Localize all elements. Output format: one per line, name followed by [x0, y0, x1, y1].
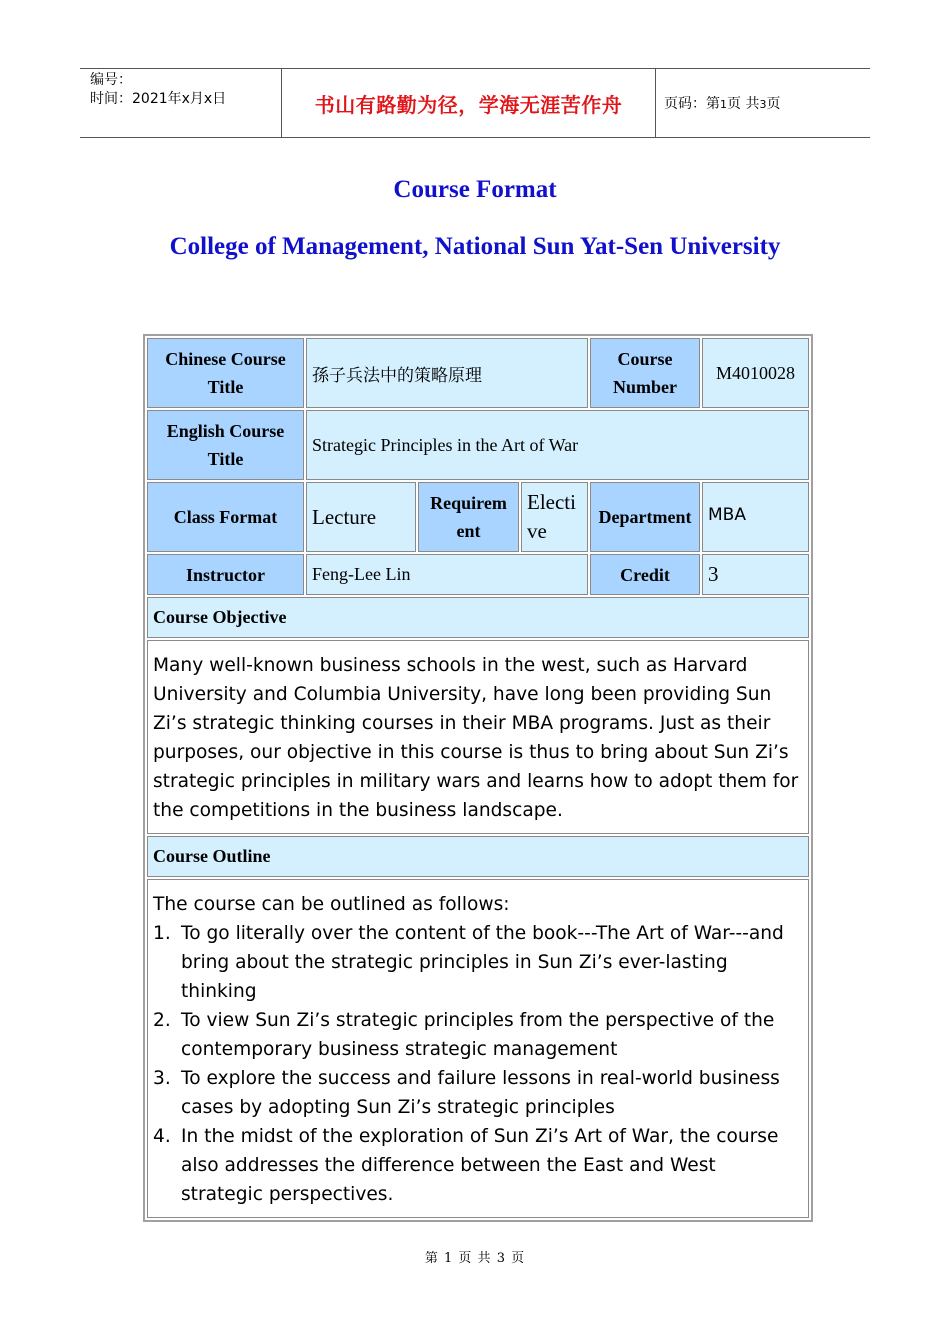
requirement-value: Electi ve: [521, 482, 588, 552]
page-subtitle: College of Management, National Sun Yat-Sen University: [169, 233, 781, 260]
list-item-number: 2.: [153, 1010, 171, 1031]
list-item: [153, 1122, 803, 1209]
header-meta: [90, 71, 280, 109]
class-format-value: Lecture: [306, 482, 416, 552]
list-item-number: 1.: [153, 923, 171, 944]
table-row: [147, 554, 809, 595]
page-title: Course Format: [393, 176, 557, 203]
page-suffix: 页: [766, 96, 781, 112]
outline-list: [153, 919, 803, 1209]
course-info-table: [143, 334, 813, 1222]
page-total: 3: [759, 98, 767, 111]
page-footer: 第 1 页 共 3 页: [424, 1251, 526, 1266]
outline-body: [147, 879, 809, 1218]
table-row: [147, 410, 809, 480]
table-row: [147, 482, 809, 552]
outline-heading: Course Outline: [147, 836, 809, 877]
chinese-title-label: Chinese Course Title: [147, 338, 304, 408]
instructor-label: Instructor: [147, 554, 304, 595]
page-prefix: 页码：第: [664, 96, 720, 112]
header-motto: 书山有路勤为径，学海无涯苦作舟: [314, 92, 623, 117]
list-item-text: To view Sun Zi’s strategic principles from the perspective of the contemporary business strategic management: [181, 1010, 775, 1060]
objective-heading: Course Objective: [147, 597, 809, 638]
page-mid: 页 共: [727, 96, 760, 112]
table-row: [147, 597, 809, 638]
requirement-label: Requirem ent: [418, 482, 519, 552]
department-label: Department: [590, 482, 700, 552]
header-page-indicator: [664, 93, 780, 113]
list-item-number: 4.: [153, 1126, 171, 1147]
instructor-value: Feng-Lee Lin: [306, 554, 588, 595]
list-item-number: 3.: [153, 1068, 171, 1089]
table-row: [147, 640, 809, 834]
header-number-label: 编号：: [90, 72, 132, 88]
credit-label: Credit: [590, 554, 700, 595]
english-title-label: English Course Title: [147, 410, 304, 480]
english-title-value: Strategic Principles in the Art of War: [306, 410, 809, 480]
list-item: [153, 1006, 803, 1064]
outline-intro: The course can be outlined as follows:: [153, 894, 510, 915]
course-number-label: Course Number: [590, 338, 700, 408]
table-row: [147, 338, 809, 408]
header-time-label: 时间：2021年x月x日: [90, 91, 227, 107]
list-item: [153, 919, 803, 1006]
objective-text: Many well-known business schools in the west, such as Harvard University and Columbia University, have long been providing Sun Zi’s strategic thinking courses in their MBA programs. Just as their purposes, our objective in this course is thus to bring about Sun Zi’s strategic principles in military wars and learns how to adopt them for the competitions in the business landscape.: [147, 640, 809, 834]
list-item-text: To go literally over the content of the book---The Art of War---and bring about the strategic principles in Sun Zi’s ever-lasting thinking: [181, 923, 784, 1002]
list-item-text: To explore the success and failure lessons in real-world business cases by adopting Sun Zi’s strategic principles: [181, 1068, 780, 1118]
table-row: [147, 836, 809, 877]
list-item: [153, 1064, 803, 1122]
list-item-text: In the midst of the exploration of Sun Zi’s Art of War, the course also addresses the difference between the East and West strategic perspectives.: [181, 1126, 779, 1205]
document-header: [80, 68, 870, 138]
credit-value: 3: [702, 554, 809, 595]
header-motto-cell: [281, 69, 656, 137]
page-current: 1: [720, 98, 727, 111]
table-row: [147, 879, 809, 1218]
class-format-label: Class Format: [147, 482, 304, 552]
chinese-title-value: 孫子兵法中的策略原理: [306, 338, 588, 408]
department-value: MBA: [702, 482, 809, 552]
course-number-value: M4010028: [702, 338, 809, 408]
